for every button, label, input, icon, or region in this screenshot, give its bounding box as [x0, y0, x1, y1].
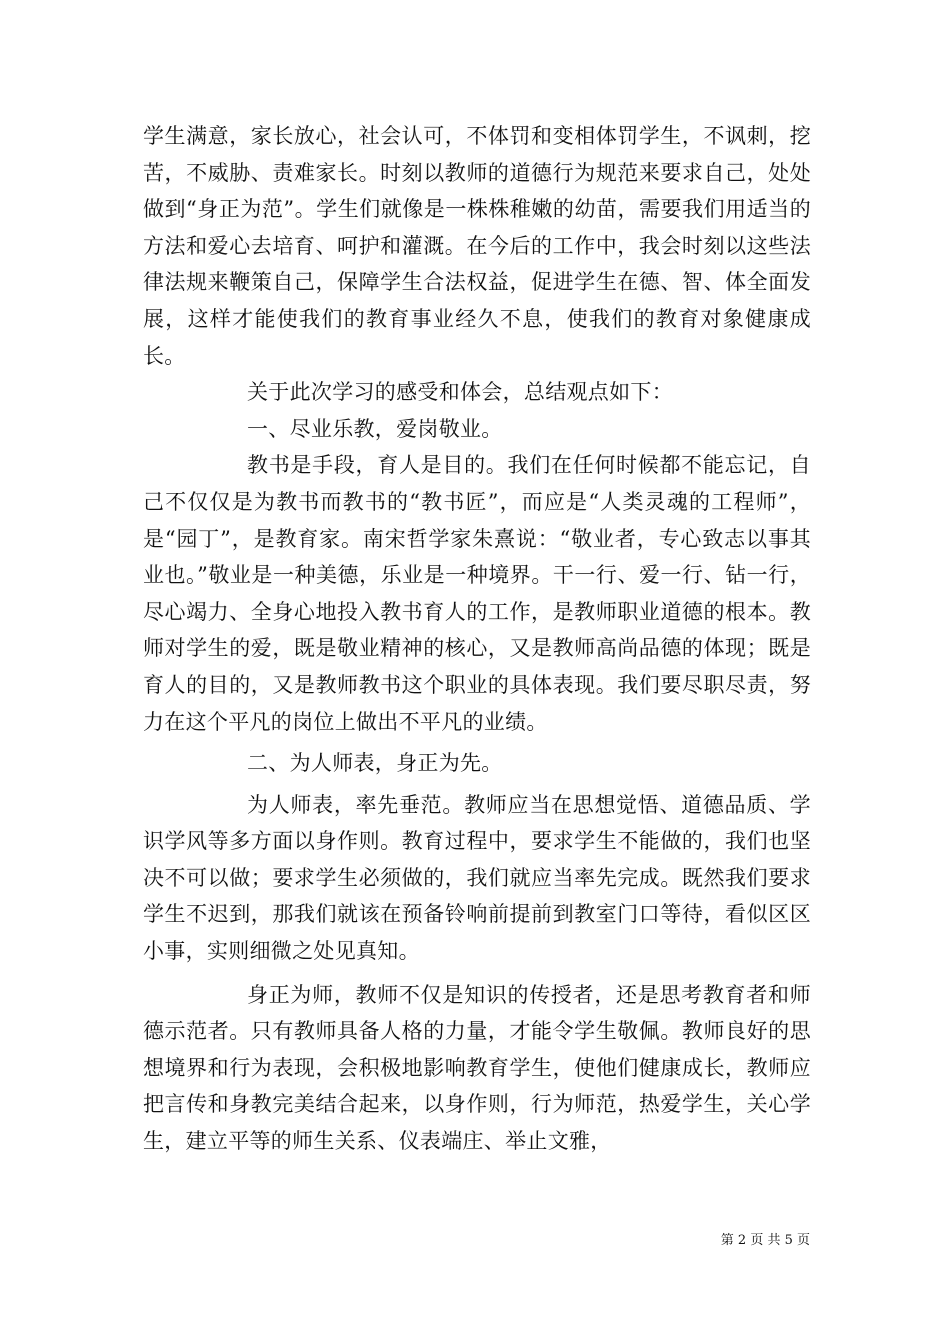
section-heading-2: 二、为人师表，身正为先。 [247, 751, 503, 776]
page-number-footer: 第 2 页 共 5 页 [720, 1233, 810, 1248]
body-text [143, 118, 811, 1160]
paragraph-section-2b: 身正为师，教师不仅是知识的传授者，还是思考教育者和师德示范者。只有教师具备人格的力量，才能令学生敬佩。教师良好的思想境界和行为表现，会积极地影响教育学生，使他们健康成长，教师应把言传和身教完美结合起来，以身作则，行为师范，热爱学生，关心学生，建立平等的师生关系、仪表端庄、举止文雅， [143, 982, 811, 1154]
paragraph-continued: 学生满意，家长放心，社会认可，不体罚和变相体罚学生，不讽刺，挖苦，不威胁、责难家长。时刻以教师的道德行为规范来要求自己，处处做到“身正为范”。学生们就像是一株株稚嫩的幼苗，需要我们用适当的方法和爱心去培育、呵护和灌溉。在今后的工作中，我会时刻以这些法律法规来鞭策自己，保障学生合法权益，促进学生在德、智、体全面发展，这样才能使我们的教育事业经久不息，使我们的教育对象健康成长。 [143, 124, 811, 368]
paragraph-summary-intro: 关于此次学习的感受和体会，总结观点如下： [247, 380, 673, 405]
paragraph-section-2a: 为人师表，率先垂范。教师应当在思想觉悟、道德品质、学识学风等多方面以身作则。教育过程中，要求学生不能做的，我们也坚决不可以做；要求学生必须做的，我们就应当率先完成。既然我们要求学生不迟到，那我们就该在预备铃响前提前到教室门口等待，看似区区小事，实则细微之处见真知。 [143, 792, 811, 964]
section-heading-1: 一、尽业乐教，爱岗敬业。 [247, 416, 503, 441]
paragraph-section-1: 教书是手段，育人是目的。我们在任何时候都不能忘记，自己不仅仅是为教书而教书的“教书匠”，而应是“人类灵魂的工程师”，是“园丁”，是教育家。南宋哲学家朱熹说：“敬业者，专心致志以事其业也。”敬业是一种美德，乐业是一种境界。干一行、爱一行、钻一行，尽心竭力、全身心地投入教书育人的工作，是教师职业道德的根本。教师对学生的爱，既是敬业精神的核心，又是教师高尚品德的体现；既是育人的目的，又是教师教书这个职业的具体表现。我们要尽职尽责，努力在这个平凡的岗位上做出不平凡的业绩。 [143, 453, 811, 734]
